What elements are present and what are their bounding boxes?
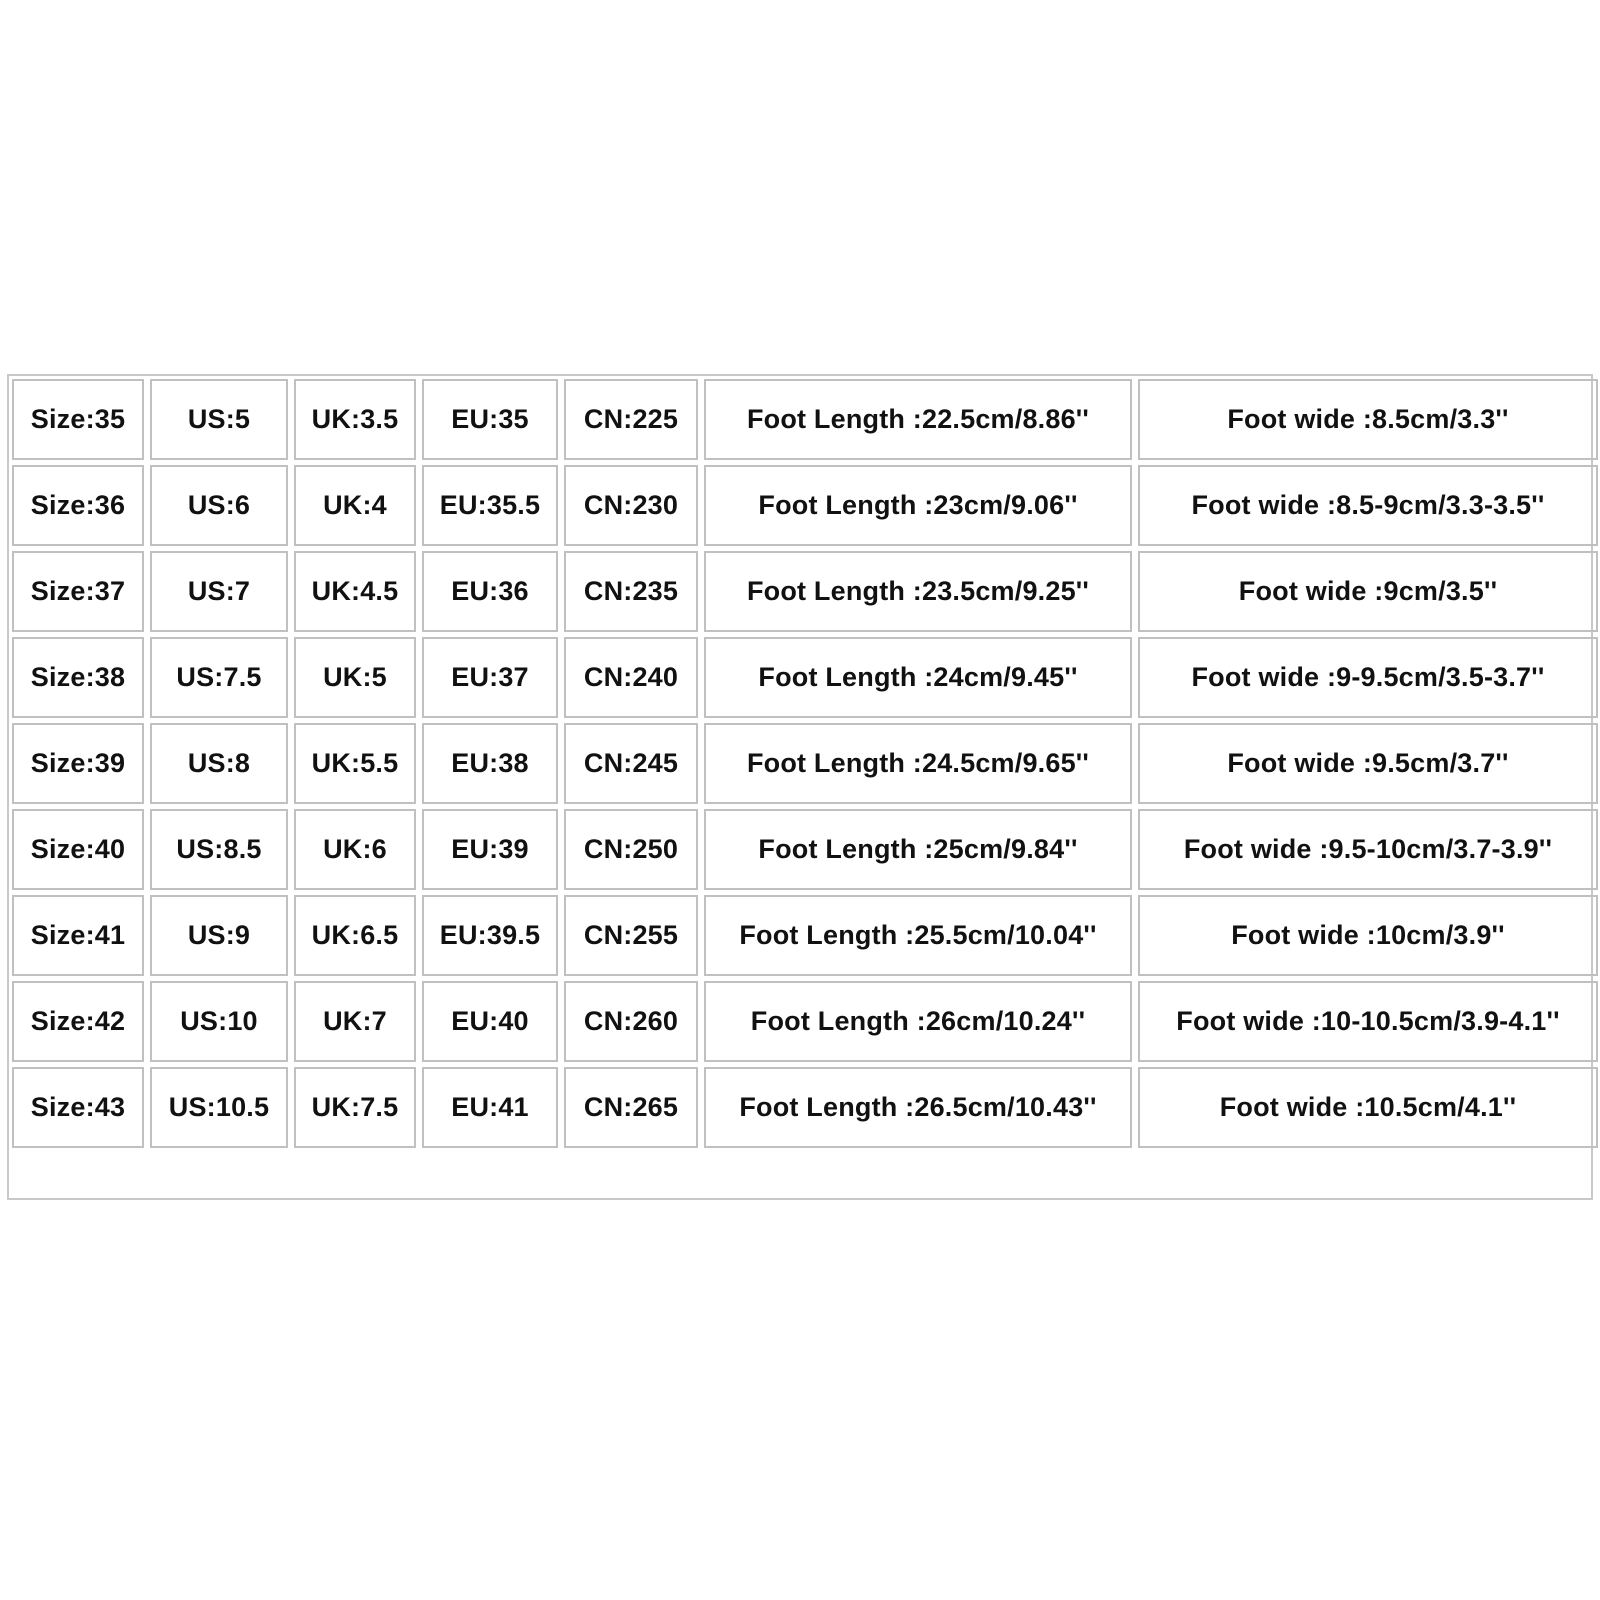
uk-size-cell: UK:4.5 [294, 551, 416, 632]
size-cell: Size:39 [12, 723, 144, 804]
foot-wide-cell: Foot wide :9.5cm/3.7'' [1138, 723, 1598, 804]
size-cell: Size:36 [12, 465, 144, 546]
us-size-cell: US:7 [150, 551, 288, 632]
size-cell: Size:41 [12, 895, 144, 976]
uk-size-cell: UK:5.5 [294, 723, 416, 804]
table-row [12, 637, 1598, 718]
us-size-cell: US:8 [150, 723, 288, 804]
size-cell: Size:43 [12, 1067, 144, 1148]
us-size-cell: US:8.5 [150, 809, 288, 890]
table-row [12, 465, 1598, 546]
foot-wide-cell: Foot wide :9-9.5cm/3.5-3.7'' [1138, 637, 1598, 718]
foot-wide-cell: Foot wide :9.5-10cm/3.7-3.9'' [1138, 809, 1598, 890]
cn-size-cell: CN:265 [564, 1067, 698, 1148]
eu-size-cell: EU:35.5 [422, 465, 558, 546]
foot-wide-cell: Foot wide :10.5cm/4.1'' [1138, 1067, 1598, 1148]
cn-size-cell: CN:240 [564, 637, 698, 718]
us-size-cell: US:6 [150, 465, 288, 546]
foot-length-cell: Foot Length :23cm/9.06'' [704, 465, 1132, 546]
foot-wide-cell: Foot wide :10cm/3.9'' [1138, 895, 1598, 976]
cn-size-cell: CN:235 [564, 551, 698, 632]
size-cell: Size:37 [12, 551, 144, 632]
cn-size-cell: CN:245 [564, 723, 698, 804]
size-cell: Size:38 [12, 637, 144, 718]
eu-size-cell: EU:36 [422, 551, 558, 632]
table-row [12, 723, 1598, 804]
foot-wide-cell: Foot wide :10-10.5cm/3.9-4.1'' [1138, 981, 1598, 1062]
foot-length-cell: Foot Length :25cm/9.84'' [704, 809, 1132, 890]
uk-size-cell: UK:6 [294, 809, 416, 890]
foot-length-cell: Foot Length :25.5cm/10.04'' [704, 895, 1132, 976]
table-row [12, 981, 1598, 1062]
eu-size-cell: EU:39 [422, 809, 558, 890]
us-size-cell: US:7.5 [150, 637, 288, 718]
size-chart-table [6, 374, 1600, 1153]
us-size-cell: US:10.5 [150, 1067, 288, 1148]
foot-wide-cell: Foot wide :8.5-9cm/3.3-3.5'' [1138, 465, 1598, 546]
cn-size-cell: CN:250 [564, 809, 698, 890]
eu-size-cell: EU:41 [422, 1067, 558, 1148]
foot-length-cell: Foot Length :26.5cm/10.43'' [704, 1067, 1132, 1148]
table-row [12, 809, 1598, 890]
foot-length-cell: Foot Length :24.5cm/9.65'' [704, 723, 1132, 804]
size-cell: Size:40 [12, 809, 144, 890]
size-cell: Size:35 [12, 379, 144, 460]
uk-size-cell: UK:5 [294, 637, 416, 718]
eu-size-cell: EU:35 [422, 379, 558, 460]
table-row [12, 551, 1598, 632]
cn-size-cell: CN:255 [564, 895, 698, 976]
size-chart-body [12, 379, 1598, 1148]
us-size-cell: US:9 [150, 895, 288, 976]
foot-wide-cell: Foot wide :9cm/3.5'' [1138, 551, 1598, 632]
foot-length-cell: Foot Length :24cm/9.45'' [704, 637, 1132, 718]
table-row [12, 1067, 1598, 1148]
us-size-cell: US:10 [150, 981, 288, 1062]
eu-size-cell: EU:37 [422, 637, 558, 718]
eu-size-cell: EU:39.5 [422, 895, 558, 976]
size-cell: Size:42 [12, 981, 144, 1062]
foot-length-cell: Foot Length :23.5cm/9.25'' [704, 551, 1132, 632]
us-size-cell: US:5 [150, 379, 288, 460]
uk-size-cell: UK:7.5 [294, 1067, 416, 1148]
cn-size-cell: CN:225 [564, 379, 698, 460]
uk-size-cell: UK:6.5 [294, 895, 416, 976]
cn-size-cell: CN:260 [564, 981, 698, 1062]
foot-length-cell: Foot Length :22.5cm/8.86'' [704, 379, 1132, 460]
uk-size-cell: UK:3.5 [294, 379, 416, 460]
size-chart [7, 374, 1593, 1200]
foot-wide-cell: Foot wide :8.5cm/3.3'' [1138, 379, 1598, 460]
cn-size-cell: CN:230 [564, 465, 698, 546]
table-row [12, 895, 1598, 976]
foot-length-cell: Foot Length :26cm/10.24'' [704, 981, 1132, 1062]
table-row [12, 379, 1598, 460]
uk-size-cell: UK:4 [294, 465, 416, 546]
uk-size-cell: UK:7 [294, 981, 416, 1062]
eu-size-cell: EU:40 [422, 981, 558, 1062]
eu-size-cell: EU:38 [422, 723, 558, 804]
